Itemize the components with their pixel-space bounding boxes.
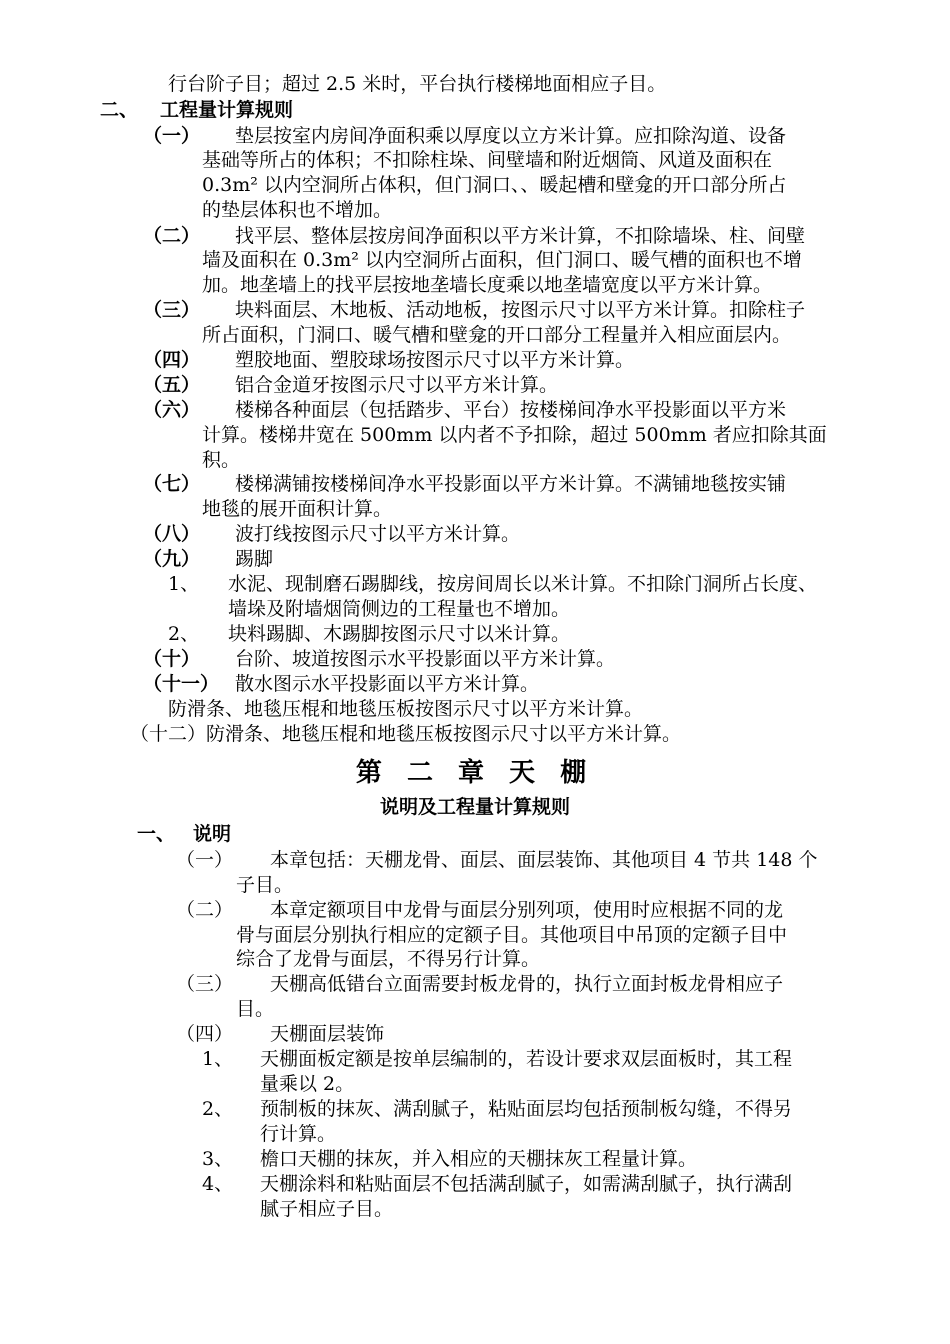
item-number: （七）	[143, 473, 201, 495]
text-line: 塑胶地面、塑胶球场按图示尺寸以平方米计算。	[235, 349, 635, 371]
text-line: 加。地垄墙上的找平层按地垄墙长度乘以地垄墙宽度以平方米计算。	[202, 274, 773, 296]
item-number: （一）	[143, 125, 201, 147]
text-line: 腻子相应子目。	[260, 1198, 394, 1220]
item-number: （二）	[176, 899, 234, 921]
text-line: 天棚涂料和粘贴面层不包括满刮腻子，如需满刮腻子，执行满刮	[260, 1173, 793, 1195]
item-number: （六）	[143, 399, 201, 421]
text-line: 找平层、整体层按房间净面积以平方米计算，不扣除墙垛、柱、间壁	[235, 225, 806, 247]
text-line: 天棚面板定额是按单层编制的，若设计要求双层面板时，其工程	[260, 1048, 793, 1070]
chapter-subtitle: 说明及工程量计算规则	[379, 796, 570, 818]
item-number: （二）	[143, 225, 201, 247]
text-line: 防滑条、地毯压棍和地毯压板按图示尺寸以平方米计算。	[168, 698, 644, 720]
subitem-number: 1、	[202, 1048, 234, 1070]
item-number: （九）	[143, 548, 201, 570]
text-line: 目。	[236, 998, 275, 1020]
item-number: （十一）	[143, 673, 220, 695]
subitem-number: 3、	[202, 1148, 234, 1170]
item-number: （五）	[143, 374, 201, 396]
text-line: 天棚高低错台立面需要封板龙骨的，执行立面封板龙骨相应子	[270, 973, 784, 995]
subitem-number: 2、	[202, 1098, 234, 1120]
text-line: 墙垛及附墙烟筒侧边的工程量也不增加。	[228, 598, 571, 620]
text-line: 踢脚	[235, 548, 274, 570]
text-line: 水泥、现制磨石踢脚线，按房间周长以米计算。不扣除门洞所占长度、	[228, 573, 818, 595]
text-line: 骨与面层分别执行相应的定额子目。其他项目中吊顶的定额子目中	[236, 924, 788, 946]
text-line: 本章包括：天棚龙骨、面层、面层装饰、其他项目 4 节共 148 个	[270, 849, 818, 871]
text-line: 地毯的展开面积计算。	[202, 498, 393, 520]
subitem-number: 1、	[168, 573, 200, 595]
item-number: （三）	[176, 973, 234, 995]
text-line: 垫层按室内房间净面积乘以厚度以立方米计算。应扣除沟道、设备	[235, 125, 787, 147]
text-line: 的垫层体积也不增加。	[202, 199, 393, 221]
section-number: 一、	[137, 823, 176, 845]
section-number: 二、	[100, 99, 139, 121]
text-line: 行计算。	[260, 1123, 337, 1145]
text-line: 檐口天棚的抹灰，并入相应的天棚抹灰工程量计算。	[260, 1148, 698, 1170]
text-line: 波打线按图示尺寸以平方米计算。	[235, 523, 521, 545]
item-number: （四）	[176, 1023, 234, 1045]
item-number: （一）	[176, 849, 234, 871]
text-line: 块料踢脚、木踢脚按图示尺寸以米计算。	[228, 623, 571, 645]
item-number: （十）	[143, 648, 201, 670]
text-line: 所占面积，门洞口、暖气槽和壁龛的开口部分工程量并入相应面层内。	[202, 324, 792, 346]
text-line: 台阶、坡道按图示水平投影面以平方米计算。	[235, 648, 616, 670]
text-line: 楼梯各种面层（包括踏步、平台）按楼梯间净水平投影面以平方米	[235, 399, 787, 421]
item-number: （四）	[143, 349, 201, 371]
text-line: 墙及面积在 0.3m² 以内空洞所占面积，但门洞口、暖气槽的面积也不增	[202, 249, 802, 271]
text-line: 子目。	[236, 874, 294, 896]
item-number: （三）	[143, 299, 201, 321]
text-line: 块料面层、木地板、活动地板，按图示尺寸以平方米计算。扣除柱子	[235, 299, 806, 321]
text-line: 散水图示水平投影面以平方米计算。	[235, 673, 540, 695]
subitem-number: 4、	[202, 1173, 234, 1195]
text-line: 铝合金道牙按图示尺寸以平方米计算。	[235, 374, 559, 396]
text-line: 量乘以 2。	[260, 1073, 355, 1095]
text-line: 基础等所占的体积；不扣除柱垛、间壁墙和附近烟筒、风道及面积在	[202, 149, 773, 171]
text-line: 天棚面层装饰	[270, 1023, 385, 1045]
chapter-title: 第 二 章 天 棚	[355, 758, 595, 788]
item-number: （八）	[143, 523, 201, 545]
section-heading: 说明	[193, 823, 232, 845]
text-line: 积。	[202, 449, 241, 471]
text-line: 行台阶子目；超过 2.5 米时，平台执行楼梯地面相应子目。	[168, 73, 667, 95]
text-line: 楼梯满铺按楼梯间净水平投影面以平方米计算。不满铺地毯按实铺	[235, 473, 787, 495]
subitem-number: 2、	[168, 623, 200, 645]
text-line: 综合了龙骨与面层，不得另行计算。	[236, 948, 541, 970]
text-line: 预制板的抹灰、满刮腻子，粘贴面层均包括预制板勾缝，不得另	[260, 1098, 793, 1120]
text-line: 0.3m² 以内空洞所占体积，但门洞口、、暖起槽和壁龛的开口部分所占	[202, 174, 787, 196]
text-line: 本章定额项目中龙骨与面层分别列项，使用时应根据不同的龙	[270, 899, 784, 921]
section-heading: 工程量计算规则	[160, 99, 294, 121]
text-line: （十二）防滑条、地毯压棍和地毯压板按图示尺寸以平方米计算。	[130, 723, 682, 745]
text-line: 计算。楼梯井宽在 500mm 以内者不予扣除，超过 500mm 者应扣除其面	[202, 424, 827, 446]
